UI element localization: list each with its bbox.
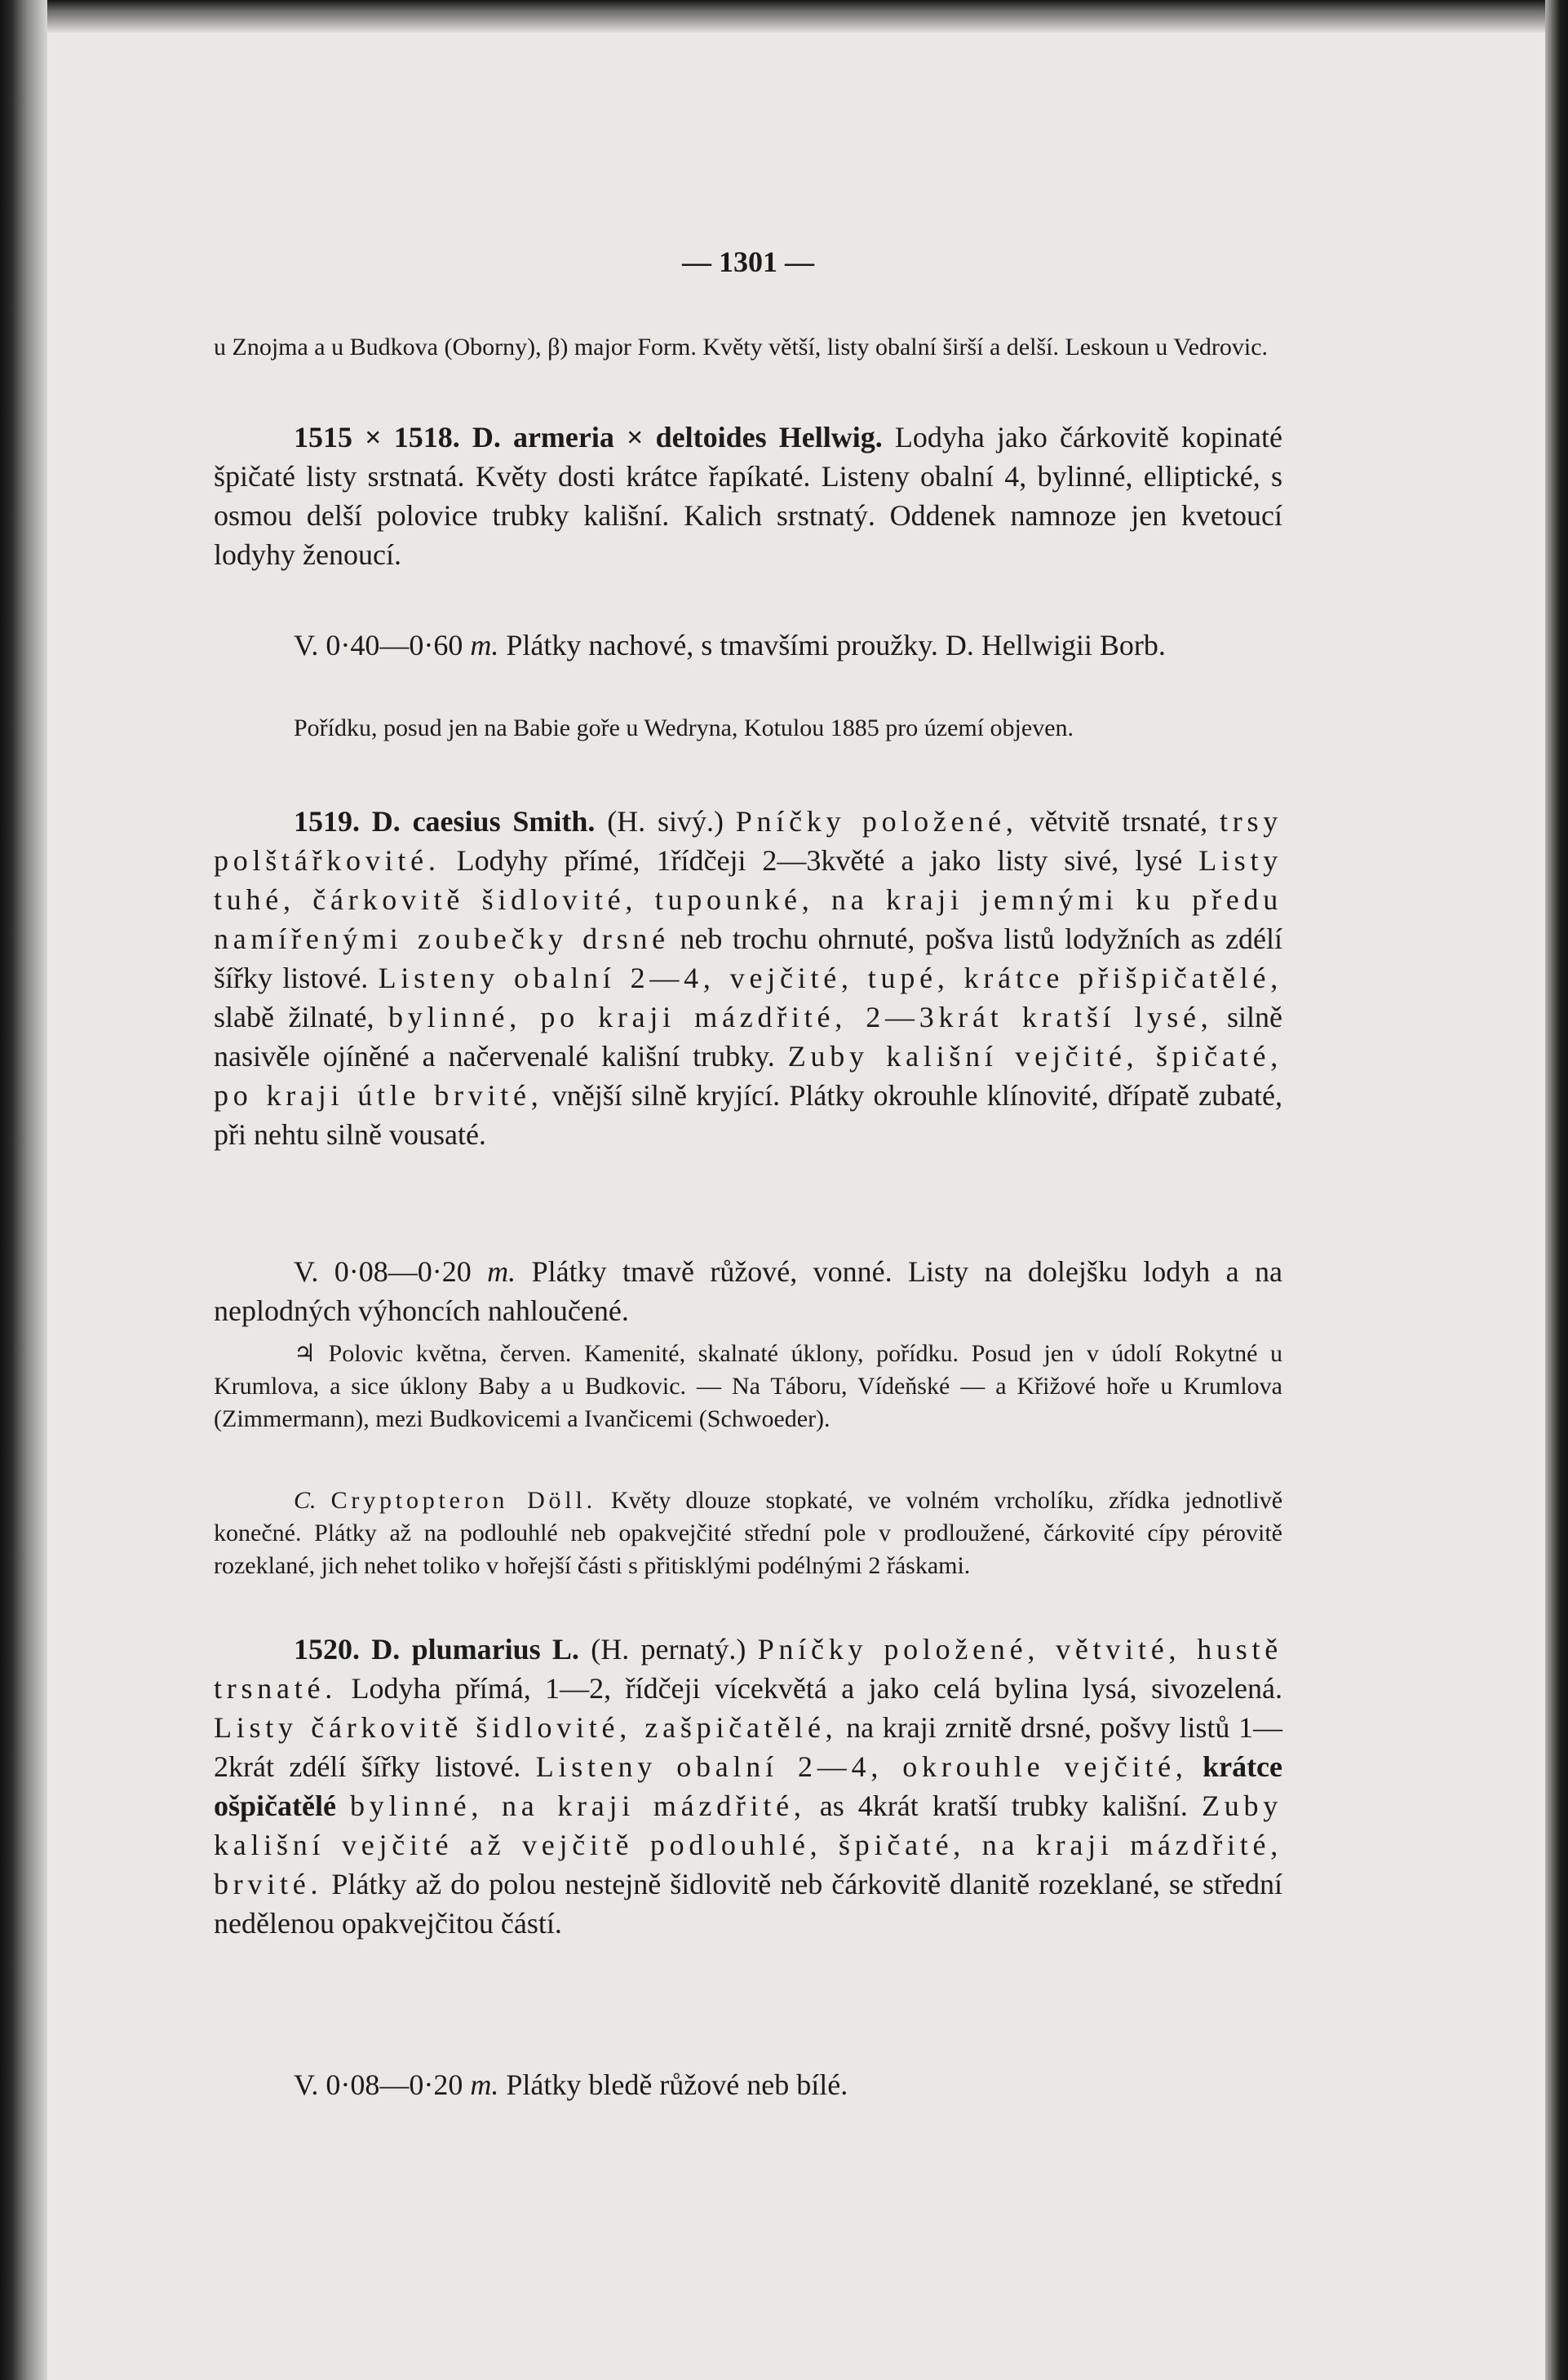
entry-1519-s5: Listy tuhé, čárkovitě šidlovité, tupounké, na kraji jemnými ku předu namířenými zoubečky drsné — [214, 844, 1283, 955]
entry-1520-s2: Lodyha přímá, 1—2, řídčeji vícekvětá a jako celá bylina lysá, sivozelená. — [351, 1672, 1283, 1705]
size-range: 0·08—0·20 — [326, 2068, 463, 2101]
entry-1520-s8: as 4krát kratší trubky kališní. — [819, 1789, 1188, 1822]
entry-1520-s9: Zuby kališní vejčité až vejčitě podlouhlé, špičaté, na kraji mázdřité, brvité. — [214, 1789, 1283, 1900]
entry-1515-size — [214, 626, 1282, 665]
entry-1519-s6: neb trochu ohrnuté, pošva listů lodyžních as zdélí šířky listové. — [214, 922, 1282, 994]
entry-1515-locality — [214, 711, 1282, 745]
entry-1519-petals: Plátky tmavě růžové, vonné. Listy na dolejšku lodyh a na neplodných výhoncích nahloučené. — [214, 1255, 1283, 1327]
section-letter: C. — [294, 1487, 317, 1514]
entry-1520-common-name: (H. pernatý.) — [591, 1633, 746, 1666]
scan-right-edge — [1545, 0, 1568, 2380]
znojmo-paragraph — [214, 330, 1282, 365]
entry-1520-s10: Plátky až do polou nestejně šidlovitě neb čárkovitě dlanitě rozeklané, se střední nedělenou opakvejčitou částí. — [214, 1868, 1283, 1940]
entry-1519-size — [214, 1252, 1282, 1330]
entry-1515-locality-text: Pořídku, posud jen na Babie goře u Wedryna, Kotulou 1885 pro území objeven. — [294, 714, 1074, 741]
entry-1519-note — [214, 1338, 1282, 1436]
entry-1520-description — [214, 1630, 1282, 1943]
entry-1519-note-text: Polovic května, červen. Kamenité, skalnaté úklony, pořídku. Posud jen v údolí Rokytné u Krumlova, a sice úklony Baby a u Budkovic. — Na Táboru, Vídeňské — a Křižové hoře u Krumlova (Zimmermann), mezi Budkovicemi a Ivančicemi (Schwoeder). — [214, 1340, 1283, 1432]
entry-1519-s12: vnější silně kryjící. Plátky okrouhle klínovité, dřípatě zubaté, při nehtu silně vousaté. — [214, 1079, 1282, 1151]
entry-1519-s10: silně nasivěle ojíněné a načervenalé kališní trubky. — [214, 1001, 1282, 1073]
perennial-symbol: ♃ — [294, 1340, 316, 1367]
entry-1520-s3: Listy čárkovitě šidlovité, zašpičatělé, — [214, 1711, 838, 1744]
entry-1520-s6: krátce ošpičatělé — [214, 1750, 1283, 1822]
entry-1519-description — [214, 802, 1282, 1154]
entry-1520-petals: Plátky bledě růžové neb bílé. — [506, 2068, 848, 2101]
size-range: 0·40—0·60 — [326, 629, 463, 661]
entry-1519-s2: větvitě trsnaté, — [1030, 805, 1208, 838]
entry-1520-s4: na kraji zrnitě drsné, pošvy listů 1—2krát zdélí šířky listové. — [214, 1711, 1283, 1783]
entry-1520-heading: 1520. D. plumarius L. — [294, 1633, 579, 1666]
entry-1515-description — [214, 418, 1282, 574]
entry-1519-s8: slabě žilnaté, — [214, 1001, 374, 1033]
entry-1520-size — [214, 2065, 1282, 2104]
entry-1519-s4: Lodyhy přímé, 1řídčeji 2—3květé a jako listy sivé, lysé — [456, 844, 1183, 877]
section-description: Květy dlouze stopkaté, ve volném vrcholíku, zřídka jednotlivě konečné. Plátky až na podlouhlé neb opakvejčité střední pole v prodloužené, čárkovité cípy pérovitě rozeklané, jich nehet toliko v hořejší části s přitisklými podélnými 2 řáskami. — [214, 1487, 1283, 1579]
size-unit: m. — [470, 2068, 499, 2101]
entry-1519-s1: Pníčky položené, — [735, 805, 1018, 838]
entry-1519-s9: bylinné, po kraji mázdřité, 2—3krát kratší lysé, — [388, 1001, 1213, 1033]
size-label: V. — [294, 629, 319, 661]
size-label: V. — [294, 1255, 319, 1288]
entry-1520-s1: Pníčky položené, větvité, hustě trsnaté. — [214, 1633, 1283, 1705]
entry-1519-s7: Listeny obalní 2—4, vejčité, tupé, krátce přišpičatělé, — [378, 962, 1282, 994]
page-number: — 1301 — — [682, 246, 814, 278]
entry-1519-s11: Zuby kališní vejčité, špičaté, po kraji útle brvité, — [214, 1040, 1282, 1112]
size-unit: m. — [470, 629, 499, 661]
znojmo-text: u Znojma a u Budkova (Oborny), β) major Form. Květy větší, listy obalní širší a delší. Leskoun u Vedrovic. — [214, 334, 1269, 361]
entry-1515-text: Lodyha jako čárkovitě kopinaté špičaté listy srstnatá. Květy dosti krátce řapíkaté. Listeny obalní 4, bylinné, elliptické, s osmou delší polovice trubky kališní. Kalich srstnatý. Oddenek namnoze jen kvetoucí lodyhy ženoucí. — [214, 421, 1283, 571]
section-c — [214, 1484, 1282, 1582]
entry-1515-heading: 1515 × 1518. D. armeria × deltoides Hellwig. — [294, 421, 883, 453]
entry-1519-s3: trsy polštářkovité. — [214, 805, 1283, 877]
size-range: 0·08—0·20 — [334, 1255, 472, 1288]
entry-1520-s7: bylinné, na kraji mázdřité, — [350, 1789, 806, 1822]
size-label: V. — [294, 2068, 319, 2101]
entry-1519-heading: 1519. D. caesius Smith. — [294, 805, 596, 838]
scan-left-edge — [0, 0, 47, 2380]
entry-1519-common-name: (H. sivý.) — [607, 805, 724, 838]
size-unit: m. — [487, 1255, 516, 1288]
entry-1520-s5: Listeny obalní 2—4, okrouhle vejčité, — [535, 1750, 1188, 1783]
section-name: Cryptopteron Döll. — [330, 1487, 596, 1514]
book-page — [214, 0, 1282, 2380]
entry-1515-petals: Plátky nachové, s tmavšími proužky. D. Hellwigii Borb. — [506, 629, 1166, 661]
